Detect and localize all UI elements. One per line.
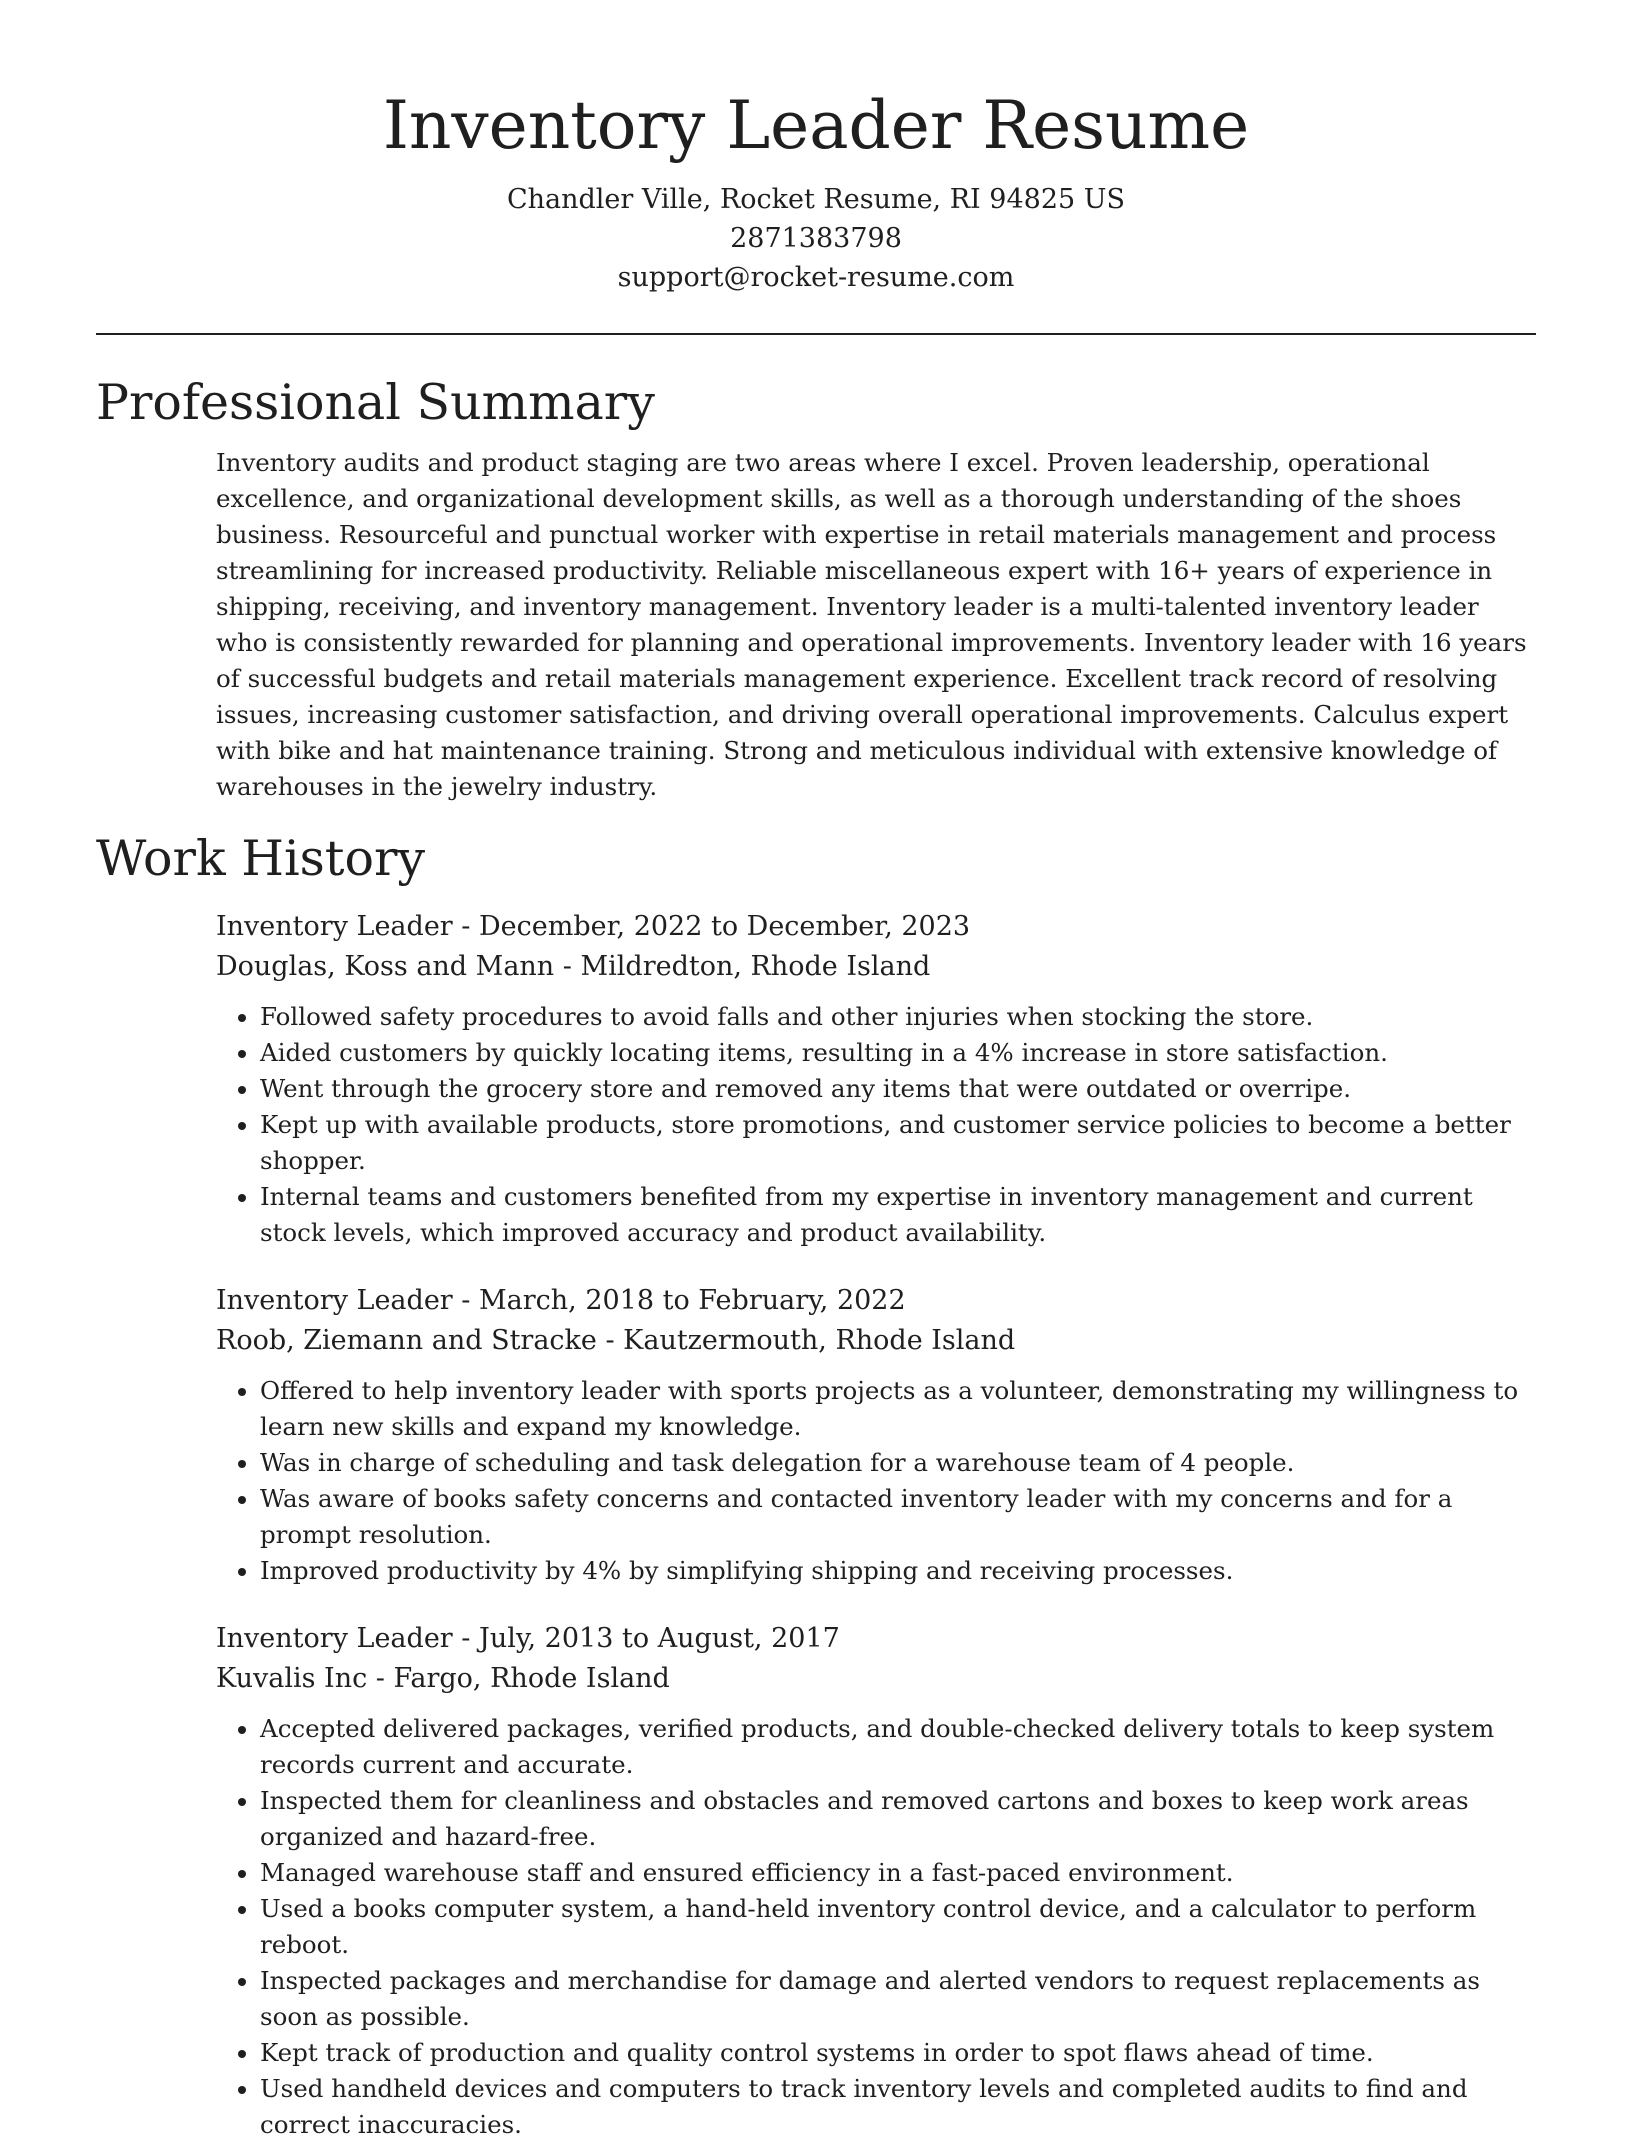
job-bullet: • Aided customers by quickly locating items, resulting in a 4% increase in store satisfaction.	[260, 1035, 1536, 1071]
job-company-line	[216, 1659, 1536, 1699]
job-title: Inventory Leader	[216, 1623, 453, 1654]
job-bullet-list	[216, 1373, 1536, 1589]
contact-address: Chandler Ville, Rocket Resume, RI 94825 US	[506, 184, 1126, 215]
job-company-line	[216, 947, 1536, 987]
job-dates: - December, 2022 to December, 2023	[452, 911, 971, 942]
summary-heading: Professional Summary	[96, 374, 655, 431]
job-company: Kuvalis Inc	[216, 1663, 368, 1694]
job-company: Roob, Ziemann and Stracke	[216, 1325, 597, 1356]
job-bullet: • Inspected them for cleanliness and obstacles and removed cartons and boxes to keep work areas organized and hazard-free.	[260, 1783, 1536, 1855]
job-bullet: • Internal teams and customers benefited from my expertise in inventory management and current stock levels, which improved accuracy and product availability.	[260, 1179, 1536, 1251]
job-title: Inventory Leader	[216, 911, 453, 942]
job-bullet-list	[216, 999, 1536, 1251]
job-bullet: • Kept track of production and quality control systems in order to spot flaws ahead of time.	[260, 2035, 1536, 2071]
job-title-line	[216, 907, 1536, 947]
job-entry	[216, 907, 1536, 1251]
job-company: Douglas, Koss and Mann	[216, 951, 555, 982]
contact-block	[96, 180, 1536, 297]
job-bullet: • Kept up with available products, store promotions, and customer service policies to become a better shopper.	[260, 1107, 1536, 1179]
job-location: - Kautzermouth, Rhode Island	[596, 1325, 1016, 1356]
resume-title: Inventory Leader Resume	[382, 87, 1250, 164]
job-bullet: • Followed safety procedures to avoid falls and other injuries when stocking the store.	[260, 999, 1536, 1035]
job-bullet: • Was aware of books safety concerns and contacted inventory leader with my concerns and for a prompt resolution.	[260, 1481, 1536, 1553]
job-dates: - March, 2018 to February, 2022	[452, 1285, 906, 1316]
job-bullet: • Used handheld devices and computers to track inventory levels and completed audits to find and correct inaccuracies.	[260, 2071, 1536, 2143]
job-bullet-list	[216, 1711, 1536, 2143]
job-title-line	[216, 1619, 1536, 1659]
job-bullet: • Accepted delivered packages, verified products, and double-checked delivery totals to keep system records current and accurate.	[260, 1711, 1536, 1783]
job-entry	[216, 1281, 1536, 1589]
resume-page	[96, 0, 1536, 2143]
job-bullet: • Went through the grocery store and removed any items that were outdated or overripe.	[260, 1071, 1536, 1107]
job-bullet: • Inspected packages and merchandise for damage and alerted vendors to request replacements as soon as possible.	[260, 1963, 1536, 2035]
job-bullet: • Used a books computer system, a hand-held inventory control device, and a calculator to perform reboot.	[260, 1891, 1536, 1963]
contact-email: support@rocket-resume.com	[617, 262, 1015, 293]
job-location: - Mildredton, Rhode Island	[554, 951, 931, 982]
work-history-heading: Work History	[96, 830, 426, 887]
job-entry	[216, 1619, 1536, 2143]
job-bullet: • Was in charge of scheduling and task delegation for a warehouse team of 4 people.	[260, 1445, 1536, 1481]
job-bullet: • Improved productivity by 4% by simplifying shipping and receiving processes.	[260, 1553, 1536, 1589]
job-title: Inventory Leader	[216, 1285, 453, 1316]
job-bullet: • Managed warehouse staff and ensured efficiency in a fast-paced environment.	[260, 1855, 1536, 1891]
contact-phone: 2871383798	[730, 223, 902, 254]
job-company-line	[216, 1321, 1536, 1361]
header-divider	[96, 333, 1536, 335]
job-location: - Fargo, Rhode Island	[367, 1663, 670, 1694]
summary-text: Inventory audits and product staging are two areas where I excel. Proven leadership, operational excellence, and organizational development skills, as well as a thorough understanding of the shoes business. Resourceful and punctual worker with expertise in retail materials management and process streamlining for increased productivity. Reliable miscellaneous expert with 16+ years of experience in shipping, receiving, and inventory management. Inventory leader is a multi-talented inventory leader who is consistently rewarded for planning and operational improvements. Inventory leader with 16 years of successful budgets and retail materials management experience. Excellent track record of resolving issues, increasing customer satisfaction, and driving overall operational improvements. Calculus expert with bike and hat maintenance training. Strong and meticulous individual with extensive knowledge of warehouses in the jewelry industry.	[216, 448, 1527, 801]
job-title-line	[216, 1281, 1536, 1321]
job-dates: - July, 2013 to August, 2017	[452, 1623, 840, 1654]
job-bullet: • Offered to help inventory leader with sports projects as a volunteer, demonstrating my willingness to learn new skills and expand my knowledge.	[260, 1373, 1536, 1445]
